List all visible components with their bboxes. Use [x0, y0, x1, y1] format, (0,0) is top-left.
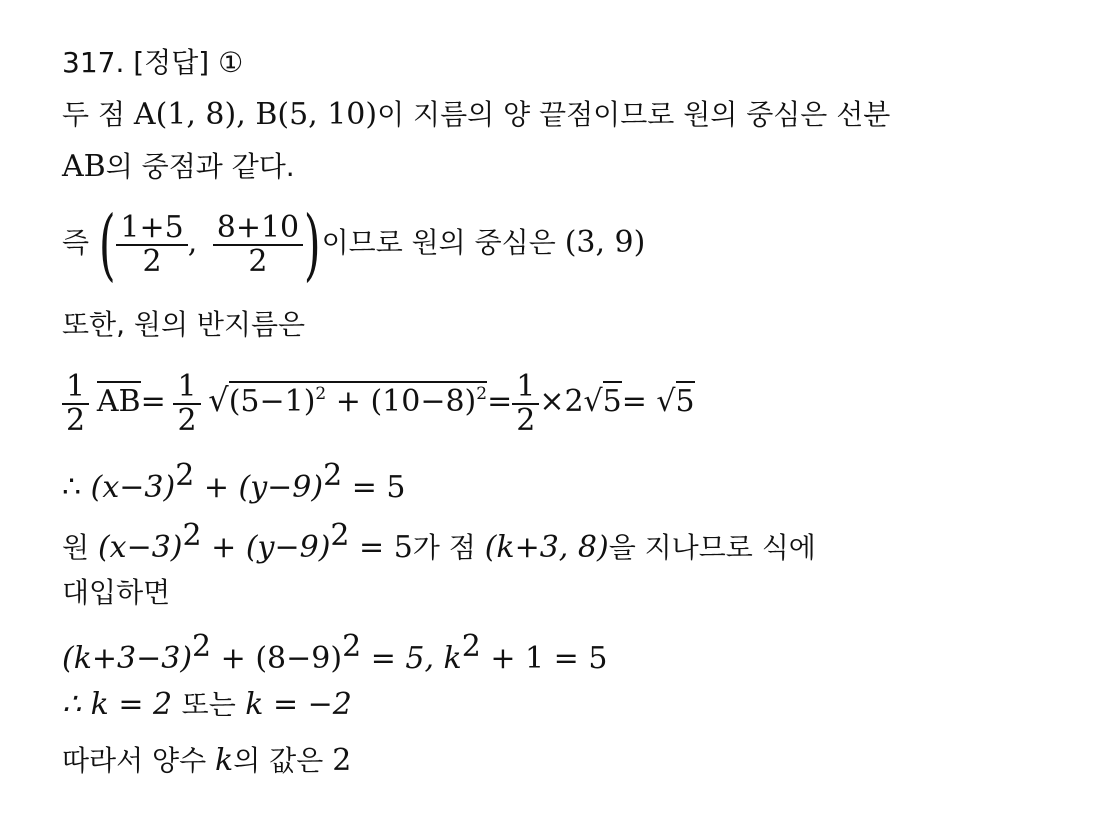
text: 의 값은 [233, 744, 333, 777]
right-paren: ) [304, 199, 321, 290]
therefore-symbol: ∴ [62, 470, 91, 505]
point-b: B(5, 10) [255, 97, 378, 132]
exponent: 2 [330, 518, 350, 553]
math: ∴ k = 2 [62, 687, 182, 722]
text: 두 점 [62, 98, 134, 131]
text: 즉 [62, 226, 98, 259]
equals: = [487, 384, 513, 419]
text: 가 점 [412, 531, 485, 564]
math: + (8−9) [211, 641, 343, 676]
point-a: A(1, 8) [133, 97, 237, 132]
math: = 5 [342, 470, 406, 505]
problem-header [62, 42, 243, 83]
exponent: 2 [315, 384, 327, 404]
text: 원 [62, 531, 98, 564]
numerator: 1 [173, 371, 200, 405]
center-point: (3, 9) [564, 225, 646, 260]
fraction-half [512, 368, 539, 438]
segment-ab-overline: AB [97, 381, 141, 419]
exponent: 2 [342, 629, 362, 664]
math: = 5, k [361, 641, 462, 676]
answer-value: 2 [332, 743, 352, 778]
numerator: 1 [512, 371, 539, 405]
exponent: 2 [476, 384, 488, 404]
line-center [62, 199, 646, 290]
math: + (y−9) [194, 470, 324, 505]
line-conclusion [62, 740, 351, 781]
exponent: 2 [192, 629, 212, 664]
problem-number-answer: 317. [정답] ① [62, 46, 244, 79]
segment-ab: AB [62, 149, 106, 184]
line-radius-calc [62, 354, 695, 438]
math: k = −2 [235, 687, 352, 722]
math: (x−3) [90, 470, 176, 505]
text: + (10−8) [326, 384, 477, 419]
text: 또한, 원의 반지름은 [62, 308, 306, 341]
left-paren: ( [98, 199, 116, 290]
numerator: 8+10 [213, 212, 303, 246]
math: = 5 [349, 530, 413, 565]
sqrt-sign: √ [208, 381, 229, 419]
fraction-half [62, 368, 89, 438]
text: 이 지름의 양 끝점이므로 원의 중심은 선분 [377, 98, 891, 131]
text: 의 중점과 같다. [105, 150, 295, 183]
text: 대입하면 [62, 576, 171, 609]
line-substitute-point [62, 516, 816, 568]
comma: , [187, 225, 198, 260]
times-two-sqrt: ×2√ [539, 384, 603, 419]
line-radius-intro [62, 304, 305, 345]
math: + (y−9) [201, 530, 331, 565]
numerator: 1+5 [116, 212, 187, 246]
exponent: 2 [323, 458, 343, 493]
exponent: 2 [461, 629, 481, 664]
line-substitute-label [62, 572, 170, 613]
exponent: 2 [175, 458, 195, 493]
line-midpoint [62, 146, 295, 187]
fraction-half [173, 368, 200, 438]
denominator: 2 [248, 243, 268, 279]
text: , [236, 97, 256, 132]
sqrt-radicand [229, 381, 487, 419]
exponent: 2 [182, 518, 202, 553]
variable-k: k [215, 743, 234, 778]
radicand: 5 [676, 381, 695, 419]
math: (k+3−3) [62, 641, 193, 676]
text: 따라서 양수 [62, 744, 216, 777]
line-diameter [62, 94, 890, 135]
text: 또는 [181, 688, 236, 721]
math: + 1 = 5 [480, 641, 608, 676]
numerator: 1 [62, 371, 89, 405]
text: 이므로 원의 중심은 [321, 226, 565, 259]
denominator: 2 [142, 243, 162, 279]
text: 을 지나므로 식에 [608, 531, 816, 564]
point-k: (k+3, 8) [484, 530, 609, 565]
line-circle-equation [62, 456, 405, 508]
line-k-equation [62, 627, 607, 679]
radicand: 5 [603, 381, 622, 419]
fraction-x [116, 209, 187, 279]
line-k-values [62, 684, 352, 725]
denominator: 2 [177, 402, 197, 438]
fraction-y [213, 209, 303, 279]
math: (x−3) [97, 530, 183, 565]
denominator: 2 [66, 402, 86, 438]
equals-sqrt: = √ [621, 384, 676, 419]
text: (5−1) [228, 384, 316, 419]
equals: = [140, 384, 166, 419]
denominator: 2 [516, 402, 536, 438]
